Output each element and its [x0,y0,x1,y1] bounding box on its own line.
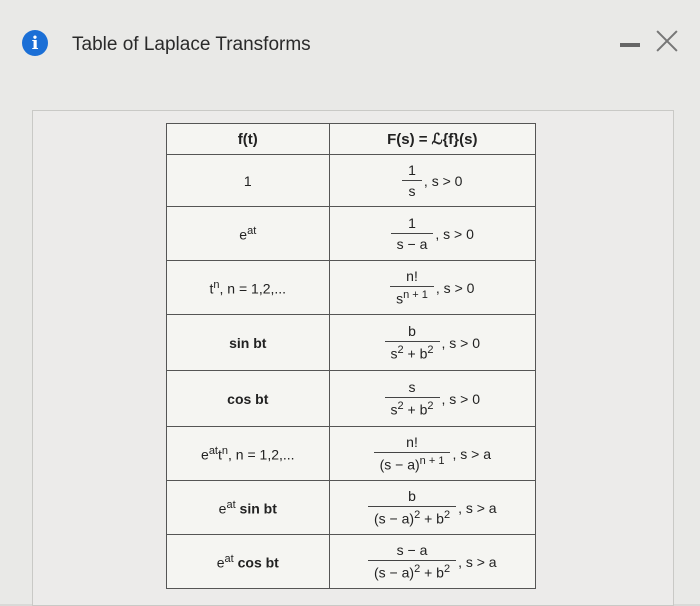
denominator [390,286,434,307]
den-b: + b [420,564,444,581]
den-base: s [396,290,404,307]
header-ft: f(t) [167,124,330,155]
condition: , s > a [452,445,491,462]
condition: , s > 0 [435,279,475,296]
ft-sup: at [208,444,218,457]
table-row [167,315,536,371]
den-b: + b [403,345,428,362]
fraction [368,488,456,527]
ft-rest: , n = 1,2,... [219,280,287,297]
denominator [368,506,456,527]
numerator: b [408,323,416,340]
table-header-row [167,124,536,155]
condition: , s > 0 [441,390,481,407]
numerator: n! [406,268,418,285]
numerator: b [408,488,416,505]
condition: , s > 0 [423,172,463,189]
minimize-button[interactable] [620,43,640,47]
ft-mid: t [218,446,222,463]
Fs-cell [329,207,535,261]
ft-base: e [216,554,225,571]
den-b-sup: 2 [443,509,451,522]
Fs-cell [329,261,535,315]
ft-text: sin bt [229,334,267,351]
denominator: s − a [391,233,434,252]
Fs-cell [329,315,535,371]
den-a: (s − a) [373,510,415,527]
den-sup: n + 1 [403,289,428,302]
ft-text: cos bt [227,390,269,407]
Fs-cell [329,371,535,427]
den-a: (s − a) [373,564,415,581]
fraction [374,434,451,473]
table-row [167,155,536,207]
ft-cell [167,427,330,481]
Fs-cell [329,535,535,589]
ft-cell [167,371,330,427]
denominator [385,397,440,418]
den-a: s [390,345,398,362]
close-button[interactable] [652,26,682,56]
numerator: s [408,379,416,396]
info-icon: i [22,30,48,56]
title-bar [0,0,700,92]
fraction [390,268,434,307]
condition: , s > 0 [435,225,474,242]
ft-rest: , n = 1,2,... [228,446,295,463]
laplace-table [166,123,536,589]
den-a-sup: 2 [414,563,421,576]
table-row [167,261,536,315]
ft-base: e [239,226,248,243]
fraction [385,323,440,362]
ft-cell [167,535,330,589]
numerator: n! [406,434,418,451]
ft-cell [167,155,330,207]
table-row [167,481,536,535]
Fs-cell [329,427,535,481]
den-a-sup: 2 [397,400,404,413]
den-a-sup: 2 [397,344,404,357]
condition: , s > a [458,499,497,516]
fraction [385,379,440,418]
den-b-sup: 2 [427,344,434,357]
ft-rest: sin bt [235,500,277,517]
fraction [368,542,456,581]
den-a-sup: 2 [414,509,421,522]
den-b-sup: 2 [427,400,434,413]
content-panel [32,110,674,606]
ft-rest: cos bt [233,554,279,571]
table-row [167,207,536,261]
ft-sup: at [247,224,257,237]
table-row [167,371,536,427]
condition: , s > a [458,553,497,570]
condition: , s > 0 [441,334,481,351]
table-row [167,427,536,481]
Fs-cell [329,155,535,207]
ft-base: e [218,500,227,517]
numerator: s − a [396,542,428,559]
numerator: 1 [408,162,416,178]
Fs-cell [329,481,535,535]
den-sup: n + 1 [419,455,445,468]
ft-cell [167,481,330,535]
ft-cell [167,261,330,315]
ft-mid-sup: n [221,444,229,457]
ft-text: 1 [243,172,252,189]
den-b: + b [403,401,428,418]
denominator [368,560,456,581]
ft-sup: n [213,278,220,291]
table-row [167,535,536,589]
ft-sup: at [226,498,236,511]
den-b: + b [420,510,444,527]
den-base: (s − a) [379,456,420,473]
fraction [391,215,434,252]
header-Fs: F(s) = ℒ{f}(s) [329,124,535,155]
dialog-title: Table of Laplace Transforms [72,34,311,55]
denominator [374,452,451,473]
ft-cell [167,315,330,371]
ft-base: t [209,280,214,297]
ft-sup: at [224,552,234,565]
fraction [402,162,422,199]
denominator: s [402,180,422,199]
den-a: s [390,401,398,418]
ft-base: e [201,446,209,463]
den-b-sup: 2 [443,563,451,576]
numerator: 1 [408,215,416,231]
denominator [385,341,440,362]
ft-cell [167,207,330,261]
